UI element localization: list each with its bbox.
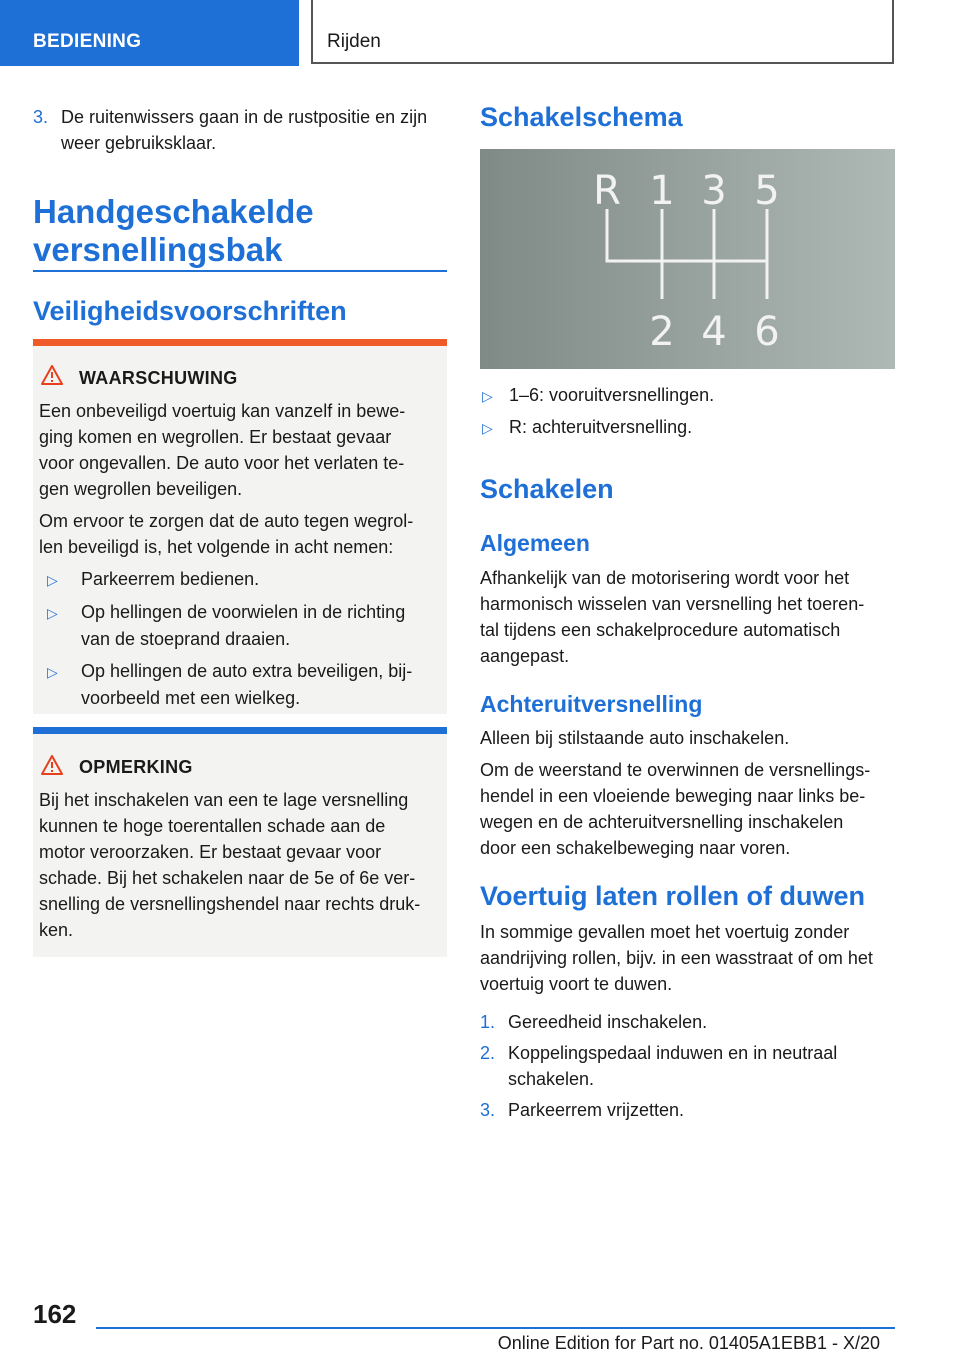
schema-bullets xyxy=(480,382,900,441)
bullet-item xyxy=(47,566,444,593)
bullet-item xyxy=(47,658,444,685)
note-line: Bij het inschakelen van een te lage versnelling xyxy=(39,790,409,810)
step-number: 3. xyxy=(480,1100,496,1120)
achteruit-heading: Achteruitversnelling xyxy=(480,691,703,717)
triangle-bullet-icon: ▷ xyxy=(482,420,493,436)
step-text-cont: schakelen. xyxy=(508,1069,595,1089)
step-item xyxy=(480,1009,900,1035)
warning-bullets xyxy=(39,566,444,711)
warning-triangle-icon xyxy=(41,755,63,775)
rollen-heading: Voertuig laten rollen of duwen xyxy=(480,881,866,911)
bullet-item xyxy=(480,382,900,409)
note-box xyxy=(33,727,447,957)
gear-label-2: 2 xyxy=(649,309,675,355)
warning-title: WAARSCHUWING xyxy=(79,368,238,388)
triangle-bullet-icon: ▷ xyxy=(482,388,493,404)
bullet-text: R: achteruitversnelling. xyxy=(509,417,693,437)
gear-label-6: 6 xyxy=(754,309,780,355)
page-number: 162 xyxy=(33,1299,77,1329)
header-chapter-label: Rijden xyxy=(327,31,381,52)
text-line: aangepast. xyxy=(480,646,570,666)
header-section-label: BEDIENING xyxy=(33,31,142,52)
text-line: Afhankelijk van de motorisering wordt voor het xyxy=(480,568,850,588)
text-line: Om de weerstand te overwinnen de versnellings- xyxy=(480,760,871,780)
algemeen-heading: Algemeen xyxy=(480,530,590,556)
step-text: De ruitenwissers gaan in de rustpositie en zijn xyxy=(61,107,428,127)
bullet-text-cont: voorbeeld met een wielkeg. xyxy=(81,688,301,708)
triangle-bullet-icon: ▷ xyxy=(47,664,58,680)
note-line: ken. xyxy=(39,920,74,940)
bullet-text: 1–6: vooruitversnellingen. xyxy=(509,385,715,405)
text-line: hendel in een vloeiende beweging naar links be- xyxy=(480,786,866,806)
schakelen-heading: Schakelen xyxy=(480,474,614,504)
footer-divider xyxy=(96,1327,895,1329)
bullet-text: Parkeerrem bedienen. xyxy=(81,569,260,589)
schema-heading: Schakelschema xyxy=(480,102,683,132)
bullet-text: Op hellingen de auto extra beveiligen, bij- xyxy=(81,661,413,681)
step-text-cont: weer gebruiksklaar. xyxy=(61,133,217,153)
triangle-bullet-icon: ▷ xyxy=(47,572,58,588)
step-3 xyxy=(33,104,453,156)
text-line: In sommige gevallen moet het voertuig zonder xyxy=(480,922,850,942)
page-title-line-2: versnellingsbak xyxy=(33,231,283,268)
rollen-steps xyxy=(480,1009,900,1123)
step-number: 2. xyxy=(480,1043,496,1063)
text-line: voertuig voort te duwen. xyxy=(480,974,673,994)
step-number: 3. xyxy=(33,107,49,127)
warning-line: ging komen en wegrollen. Er bestaat gevaar xyxy=(39,427,392,447)
warning-line: Om ervoor te zorgen dat de auto tegen wegrol- xyxy=(39,511,414,531)
page-title xyxy=(33,193,314,269)
text-line: aandrijving rollen, bijv. in een wasstraat of om het xyxy=(480,948,873,968)
algemeen-text xyxy=(480,565,900,669)
warning-bar xyxy=(33,339,447,346)
step-text: Parkeerrem vrijzetten. xyxy=(508,1100,685,1120)
text-line: door een schakelbeweging naar voren. xyxy=(480,838,791,858)
bullet-text-cont: van de stoeprand draaien. xyxy=(81,629,291,649)
note-line: motor veroorzaken. Er bestaat gevaar voor xyxy=(39,842,382,862)
note-line: snelling de versnellingshendel naar rechts druk- xyxy=(39,894,421,914)
bullet-item xyxy=(480,414,900,441)
note-line: kunnen te hoge toerentallen schade aan de xyxy=(39,816,386,836)
rollen-text xyxy=(480,919,900,997)
step-item xyxy=(480,1097,900,1123)
header-chapter-tab xyxy=(311,0,894,64)
warning-line: len beveiligd is, het volgende in acht nemen: xyxy=(39,537,394,557)
step-text: Gereedheid inschakelen. xyxy=(508,1012,708,1032)
step-number: 1. xyxy=(480,1012,496,1032)
step-item xyxy=(480,1040,900,1066)
warning-line: Een onbeveiligd voertuig kan vanzelf in bewe- xyxy=(39,401,406,421)
note-bar xyxy=(33,727,447,734)
gear-label-4: 4 xyxy=(701,309,727,355)
note-title: OPMERKING xyxy=(79,757,193,777)
warning-triangle-icon xyxy=(41,365,63,385)
gear-label-3: 3 xyxy=(701,168,727,214)
warning-box xyxy=(33,339,447,714)
title-divider xyxy=(33,270,447,272)
bullet-item xyxy=(47,599,444,626)
text-line: wegen en de achteruitversnelling inschakelen xyxy=(480,812,844,832)
gear-label-1: 1 xyxy=(649,168,675,214)
diagram-background xyxy=(480,149,895,369)
footer-edition: Online Edition for Part no. 01405A1EBB1 - X/20 xyxy=(497,1333,880,1353)
note-line: schade. Bij het schakelen naar de 5e of 6e ver- xyxy=(39,868,416,888)
text-line: Alleen bij stilstaande auto inschakelen. xyxy=(480,728,790,748)
warning-line: gen wegrollen beveiligen. xyxy=(39,479,243,499)
gear-label-R: R xyxy=(593,168,621,214)
text-line: tal tijdens een schakelprocedure automatisch xyxy=(480,620,841,640)
text-line: harmonisch wisselen van versnelling het toeren- xyxy=(480,594,865,614)
triangle-bullet-icon: ▷ xyxy=(47,605,58,621)
step-text: Koppelingspedaal induwen en in neutraal xyxy=(508,1043,838,1063)
gear-label-5: 5 xyxy=(754,168,780,214)
achteruit-text xyxy=(480,725,900,861)
header-section-tab xyxy=(0,0,299,66)
gear-shift-diagram xyxy=(480,149,895,369)
warning-line: voor ongevallen. De auto voor het verlaten te- xyxy=(39,453,405,473)
page-title-line-1: Handgeschakelde xyxy=(33,193,314,230)
bullet-text: Op hellingen de voorwielen in de richting xyxy=(81,602,406,622)
safety-heading: Veiligheidsvoorschriften xyxy=(33,296,347,326)
